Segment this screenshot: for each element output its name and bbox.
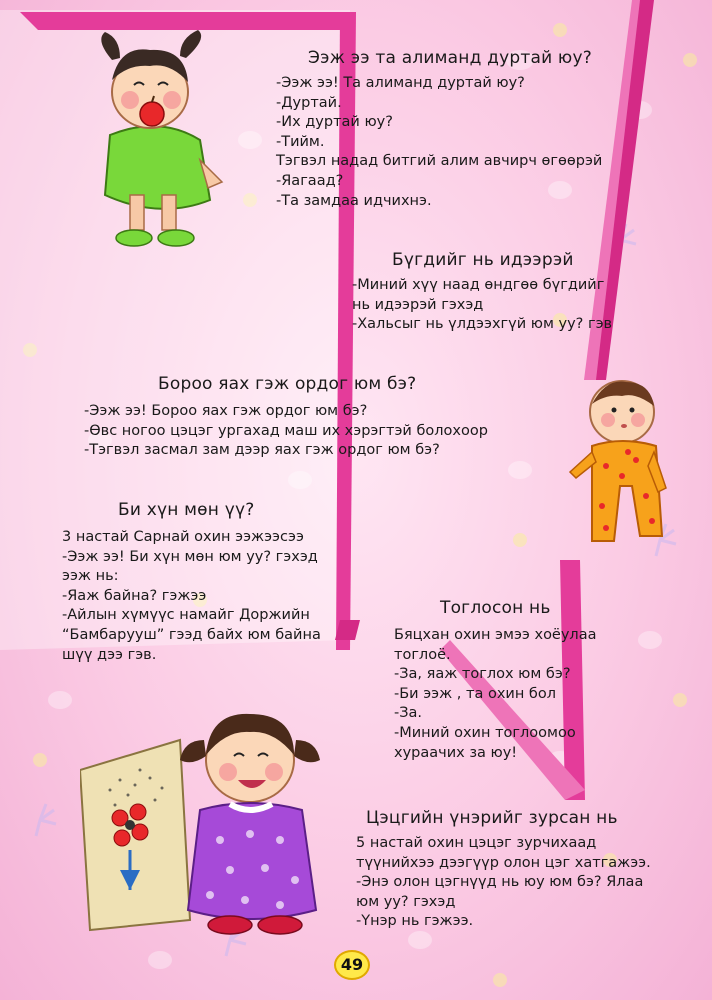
story-4-body xyxy=(62,528,352,665)
story-text: -Ээж ээ! Та алиманд дуртай юу? -Дуртай. -Их дуртай юу? -Тийм. Тэгвэл надад битгий алим авчирч өгөөрэй -Яагаад? -Та замдаа идчихнэ. xyxy=(276,75,603,209)
story-title: Бороо яах гэж ордог юм бэ? xyxy=(158,374,417,394)
story-text: -Миний хүү наад өндгөө бүгдийг нь идээрэй гэхэд -Хальсыг нь үлдээхгүй юм уу? гэв xyxy=(352,277,613,333)
story-title: Бүгдийг нь идээрэй xyxy=(392,250,574,270)
baby-in-pajamas-illustration xyxy=(566,376,676,576)
story-text: -Ээж ээ! Бороо яах гэж ордог юм бэ? -Өвс ногоо цэцэг ургахад маш их хэрэгтэй болохоор -Тэгвэл засмал зам дээр яах гэж ордог юм бэ? xyxy=(84,403,488,459)
girl-holding-drawing-illustration xyxy=(80,700,320,940)
story-6-body xyxy=(356,834,696,932)
story-title: Тоглосон нь xyxy=(440,598,551,618)
page-number: 49 xyxy=(334,950,370,980)
story-3-body xyxy=(84,402,554,461)
story-3 xyxy=(158,374,416,400)
story-2 xyxy=(392,250,574,276)
story-6 xyxy=(366,808,618,834)
story-1 xyxy=(308,48,592,74)
story-text: 5 настай охин цэцэг зурчихаад түүнийхээ дээгүүр олон цэг хатгажээ. -Энэ олон цэгнүүд нь юу юм бэ? Ялаа юм уу? гэхэд -Үнэр нь гэжээ. xyxy=(356,835,651,930)
story-5 xyxy=(440,598,551,624)
story-title: Би хүн мөн үү? xyxy=(118,500,255,520)
story-5-body xyxy=(394,626,634,763)
story-1-body xyxy=(276,74,696,211)
story-title: Цэцгийн үнэрийг зурсан нь xyxy=(366,808,618,828)
story-title: Ээж ээ та алиманд дуртай юу? xyxy=(308,48,592,68)
story-text: 3 настай Сарнай охин ээжээсээ -Ээж ээ! Би хүн мөн юм уу? гэхэд ээж нь: -Яаж байна? гэжээ -Айлын хүмүүс намайг Доржийн “Бамбарууш” гээд байх юм байна шүү дээ гэв. xyxy=(62,529,321,663)
story-text: Бяцхан охин эмээ хоёулаа тоглоё. -За, яаж тоглох юм бэ? -Би ээж , та охин бол -За. -Миний охин тоглоомоо хураачих за юу! xyxy=(394,627,597,761)
story-2-body xyxy=(352,276,672,335)
story-4 xyxy=(118,500,254,526)
girl-eating-apple-illustration xyxy=(90,30,230,250)
